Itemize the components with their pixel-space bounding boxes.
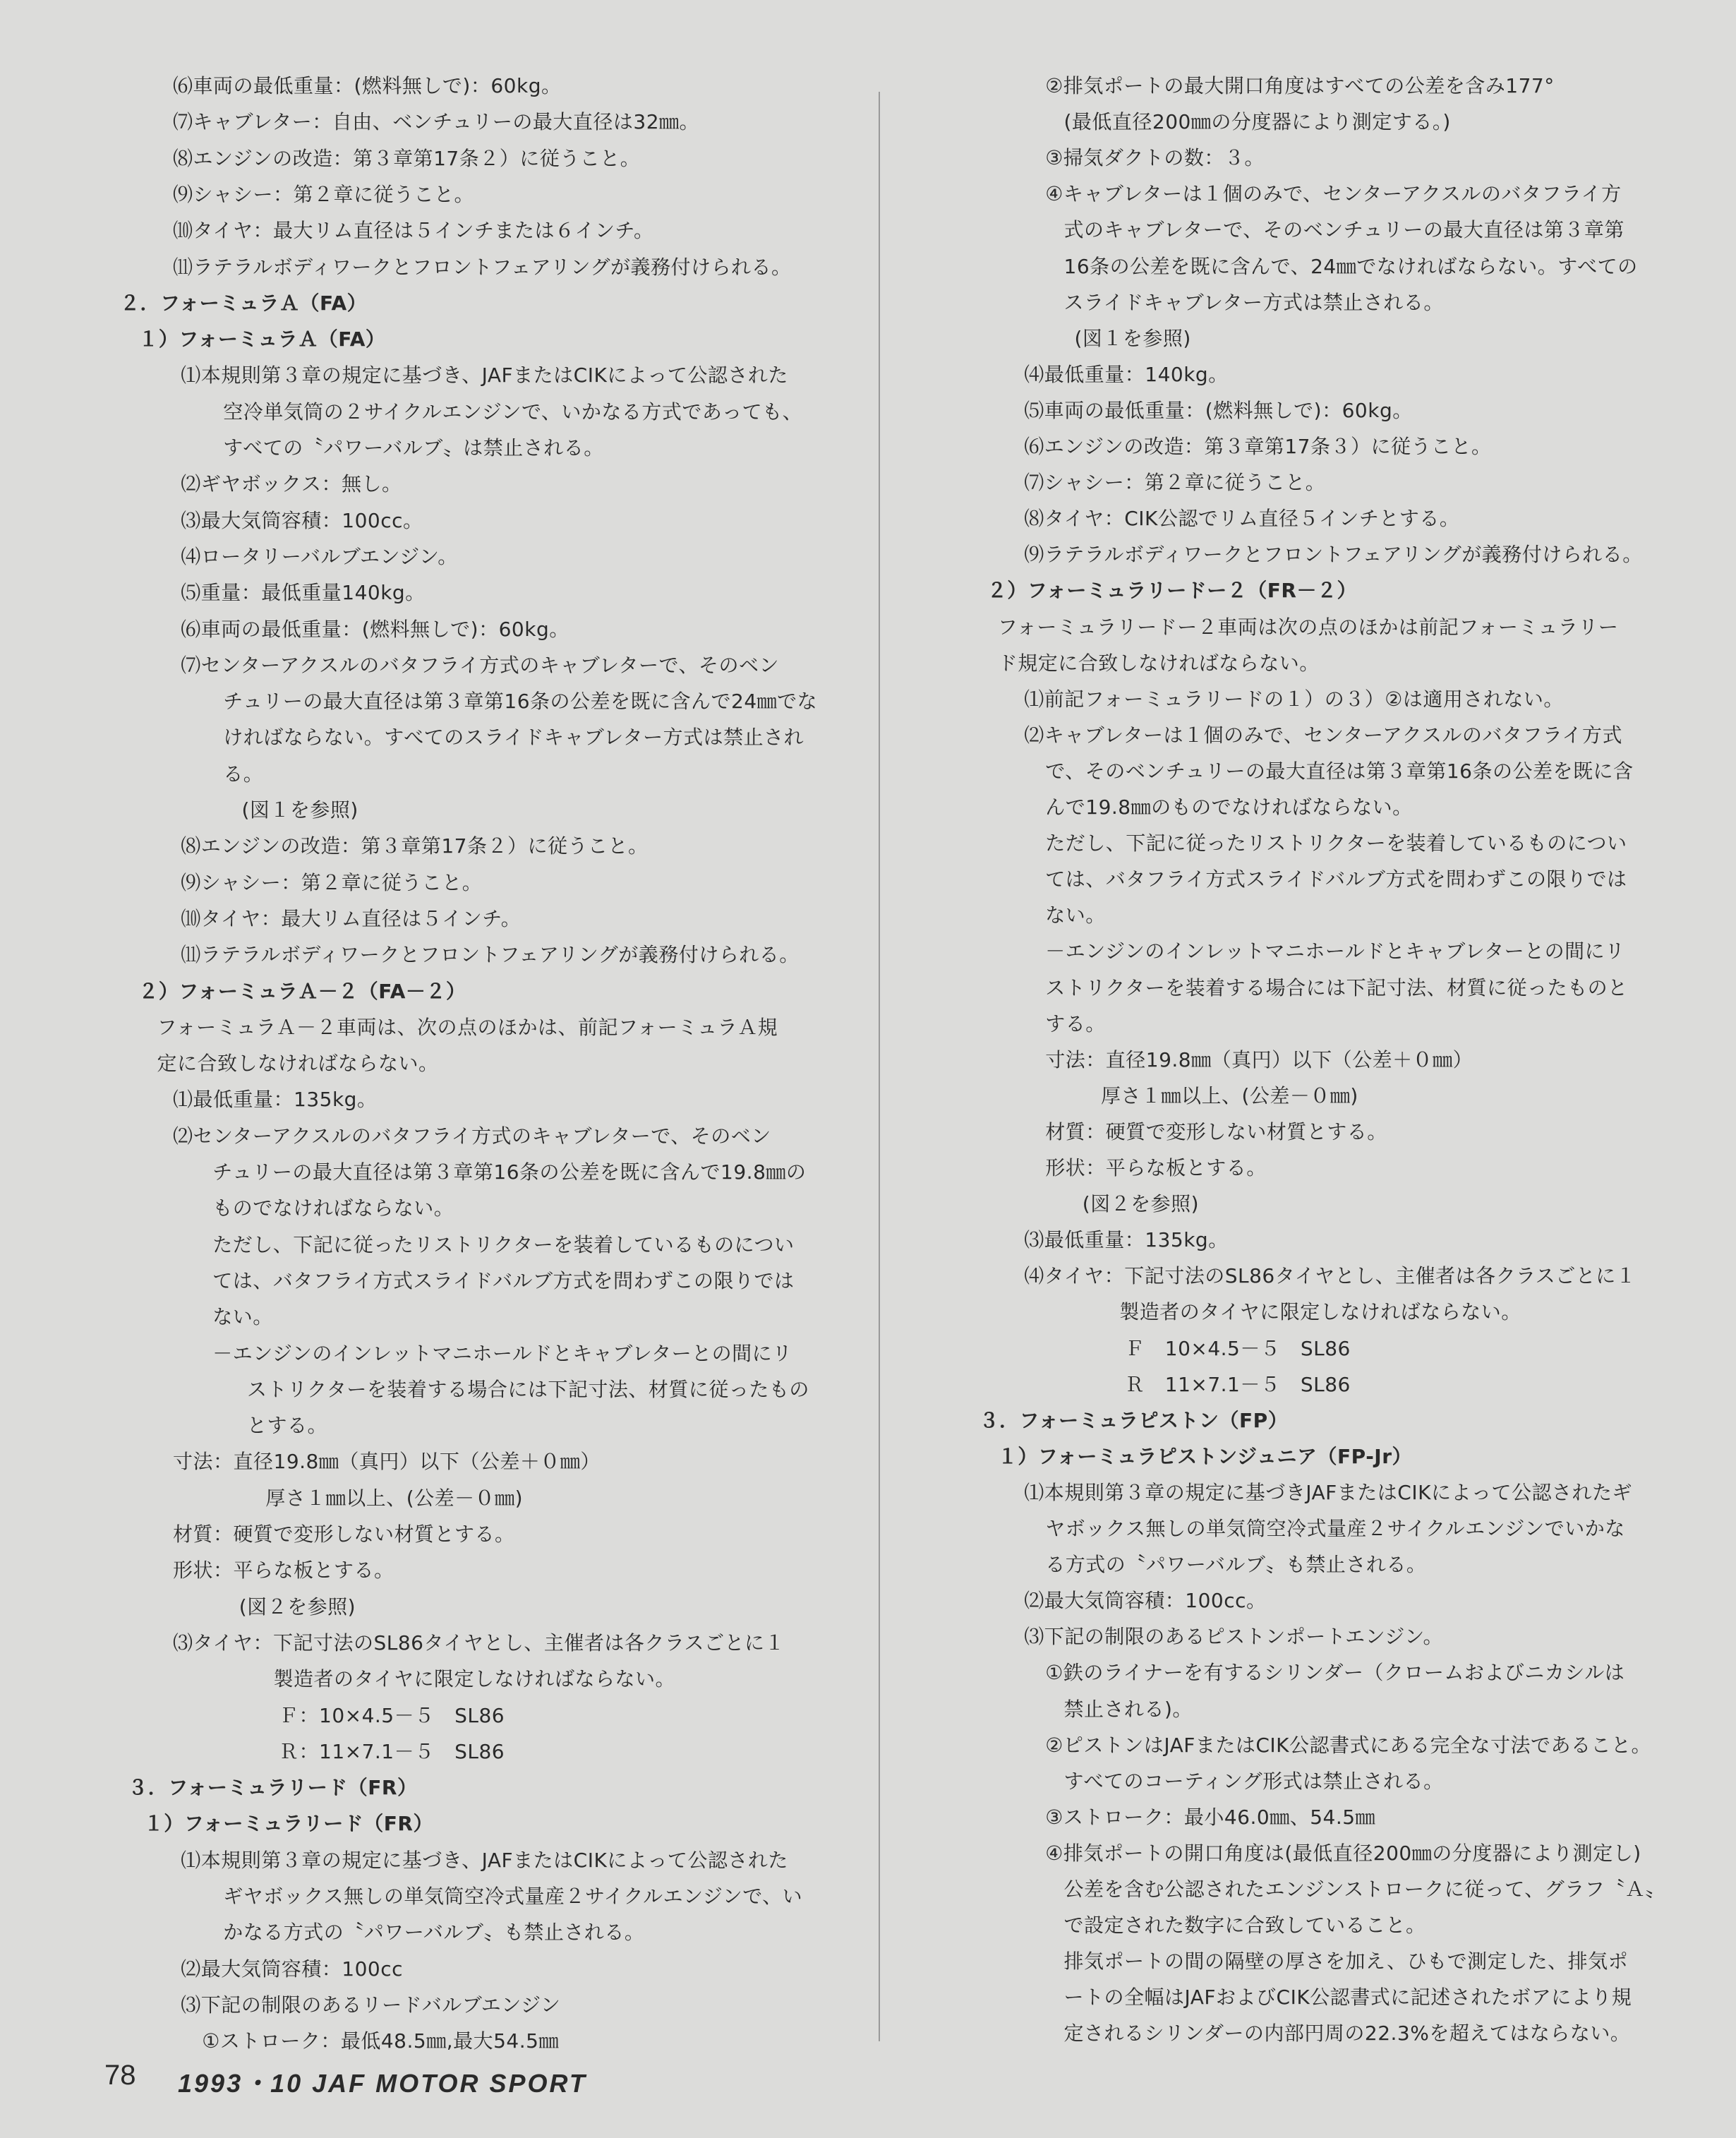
text-line: Ｆ 10×4.5－５ SL86	[1124, 1336, 1351, 1360]
text-line: ただし、下記に従ったリストリクターを装着しているものについ	[1045, 831, 1627, 855]
text-line: ⑶下記の制限のあるリードバルブエンジン	[181, 1993, 561, 2017]
text-line: ④排気ポートの開口角度は(最低直径200㎜の分度器により測定し)	[1045, 1841, 1641, 1865]
text-line: 形状：平らな板とする。	[1045, 1156, 1267, 1179]
text-line: フォーミュラリードー２車両は次の点のほかは前記フォーミュラリー	[997, 615, 1619, 639]
text-line: ⑸車両の最低重量：(燃料無しで)：60kg。	[1024, 398, 1413, 422]
text-line: 空冷単気筒の２サイクルエンジンで、いかなる方式であっても、	[223, 400, 803, 424]
column-divider	[879, 92, 880, 2041]
text-line: ⑹車両の最低重量：(燃料無しで)：60kg。	[173, 74, 562, 97]
text-line: ⑴本規則第３章の規定に基づき、JAFまたはCIKによって公認された	[181, 1848, 788, 1872]
text-line: ①鉄のライナーを有するシリンダー（クロームおよびニカシルは	[1045, 1661, 1625, 1685]
text-line: (図１を参照)	[241, 798, 358, 822]
text-line: 公差を含む公認されたエンジンストロークに従って、グラフ〝Ａ〟	[1063, 1878, 1665, 1901]
text-line: (最低直径200㎜の分度器により測定する。)	[1063, 110, 1451, 134]
text-line: かなる方式の〝パワーバルブ〟も禁止される。	[223, 1921, 645, 1945]
text-line: ⑴前記フォーミュラリードの１）の３）②は適用されない。	[1024, 687, 1564, 711]
text-line: ド規定に合致しなければならない。	[997, 651, 1320, 675]
text-line: ⑷最低重量：140kg。	[1024, 362, 1229, 386]
text-line: ⑻タイヤ：CIK公認でリム直径５インチとする。	[1024, 507, 1460, 531]
text-line: 製造者のタイヤに限定しなければならない。	[1119, 1300, 1521, 1324]
text-line: ④キャブレターは１個のみで、センターアクスルのバタフライ方	[1045, 182, 1622, 206]
text-line: ⑽タイヤ：最大リム直径は５インチまたは６インチ。	[173, 219, 654, 243]
text-line: る。	[223, 762, 264, 786]
section-heading: １）フォーミュラピストンジュニア（FP-Jr）	[997, 1444, 1413, 1468]
text-line: 16条の公差を既に含んで、24㎜でなければならない。すべての	[1063, 254, 1638, 278]
text-line: ⑼シャシー：第２章に従うこと。	[173, 182, 474, 206]
text-line: ⑾ラテラルボディワークとフロントフェアリングが義務付けられる。	[181, 943, 800, 967]
text-line: ない。	[212, 1305, 273, 1329]
text-line: ものでなければならない。	[212, 1196, 454, 1220]
text-line: ⑹車両の最低重量：(燃料無しで)：60kg。	[181, 617, 569, 641]
text-line: で、そのベンチュリーの最大直径は第３章第16条の公差を既に含	[1045, 759, 1634, 783]
text-line: ⑶最低重量：135kg。	[1024, 1228, 1229, 1252]
text-line: 材質：硬質で変形しない材質とする。	[173, 1523, 515, 1546]
section-heading: ２．フォーミュラＡ（FA）	[120, 291, 368, 315]
text-line: ートの全幅はJAFおよびCIK公認書式に記述されたボアにより規	[1063, 1986, 1632, 2010]
section-heading: ２）フォーミュラＡ－２（FA－２）	[138, 979, 466, 1003]
text-line: ⑻エンジンの改造：第３章第17条２）に従うこと。	[181, 834, 649, 858]
text-line: 材質：硬質で変形しない材質とする。	[1045, 1119, 1387, 1143]
text-line: スライドキャブレター方式は禁止される。	[1063, 290, 1444, 314]
text-line: ヤボックス無しの単気筒空冷式量産２サイクルエンジンでいかな	[1045, 1517, 1625, 1540]
text-line: すべての〝パワーバルブ〟は禁止される。	[223, 436, 604, 460]
text-line: ては、バタフライ方式スライドバルブ方式を問わずこの限りでは	[1045, 867, 1627, 891]
text-line: Ｒ：11×7.1－５ SL86	[279, 1739, 505, 1763]
text-line: ⑺センターアクスルのバタフライ方式のキャブレターで、そのベン	[181, 653, 779, 677]
text-line: ギヤボックス無しの単気筒空冷式量産２サイクルエンジンで、い	[223, 1885, 803, 1908]
text-line: ③掃気ダクトの数：３。	[1045, 146, 1265, 170]
running-title: 1993・10 JAF MOTOR SPORT	[178, 2069, 587, 2098]
text-line: ⑵最大気筒容積：100cc。	[1024, 1589, 1267, 1613]
text-line: ⑷タイヤ：下記寸法のSL86タイヤとし、主催者は各クラスごとに１	[1024, 1264, 1636, 1288]
text-line: ②排気ポートの最大開口角度はすべての公差を含み177°	[1045, 74, 1555, 97]
text-line: ⑵センターアクスルのバタフライ方式のキャブレターで、そのベン	[173, 1124, 771, 1148]
text-line: チュリーの最大直径は第３章第16条の公差を既に含んで19.8㎜の	[212, 1160, 807, 1184]
text-line: ③ストローク：最小46.0㎜、54.5㎜	[1045, 1805, 1376, 1829]
section-heading: ３．フォーミュラピストン（FP）	[979, 1408, 1289, 1432]
text-line: －エンジンのインレットマニホールドとキャブレターとの間にリ	[212, 1341, 792, 1365]
text-line: －エンジンのインレットマニホールドとキャブレターとの間にリ	[1045, 939, 1625, 963]
text-line: ⑴本規則第３章の規定に基づきJAFまたはCIKによって公認されたギ	[1024, 1480, 1632, 1504]
text-line: 定されるシリンダーの内部円周の22.3%を超えてはならない。	[1063, 2022, 1631, 2046]
text-line: ⑵ギヤボックス：無し。	[181, 472, 402, 496]
text-line: とする。	[247, 1414, 328, 1438]
text-line: ⑶タイヤ：下記寸法のSL86タイヤとし、主催者は各クラスごとに１	[173, 1630, 785, 1654]
text-line: すべてのコーティング形式は禁止される。	[1063, 1769, 1444, 1793]
text-line: 形状：平らな板とする。	[173, 1559, 394, 1583]
text-line: (図２を参照)	[239, 1595, 356, 1618]
text-line: 製造者のタイヤに限定しなければならない。	[273, 1667, 675, 1691]
text-line: Ｆ：10×4.5－５ SL86	[279, 1703, 505, 1727]
text-line: ⑼シャシー：第２章に従うこと。	[181, 870, 483, 894]
text-line: ⑺シャシー：第２章に従うこと。	[1024, 471, 1326, 495]
text-line: ⑴本規則第３章の規定に基づき、JAFまたはCIKによって公認された	[181, 364, 788, 388]
text-line: ⑾ラテラルボディワークとフロントフェアリングが義務付けられる。	[173, 255, 792, 279]
section-heading: ３．フォーミュラリード（FR）	[128, 1776, 418, 1800]
text-line: ⑺キャブレター：自由、ベンチュリーの最大直径は32㎜。	[173, 110, 700, 134]
text-line: する。	[1045, 1011, 1106, 1035]
section-heading: １）フォーミュラリード（FR）	[143, 1812, 433, 1836]
text-line: ⑹エンジンの改造：第３章第17条３）に従うこと。	[1024, 435, 1492, 458]
text-line: ては、バタフライ方式スライドバルブ方式を問わずこの限りでは	[212, 1268, 795, 1292]
text-line: 式のキャブレターで、そのベンチュリーの最大直径は第３章第	[1063, 218, 1625, 242]
section-heading: １）フォーミュラＡ（FA）	[138, 328, 386, 352]
text-line: ⑼ラテラルボディワークとフロントフェアリングが義務付けられる。	[1024, 543, 1643, 567]
text-line: ②ピストンはJAFまたはCIK公認書式にある完全な寸法であること。	[1045, 1733, 1652, 1757]
text-line: ①ストローク：最低48.5㎜,最大54.5㎜	[202, 2029, 559, 2053]
text-line: 厚さ１㎜以上、(公差－０㎜)	[1101, 1083, 1358, 1107]
text-line: る方式の〝パワーバルブ〟も禁止される。	[1045, 1553, 1427, 1577]
text-line: フォーミュラＡ－２車両は、次の点のほかは、前記フォーミュラＡ規	[157, 1015, 778, 1039]
text-line: 定に合致しなければならない。	[157, 1052, 439, 1076]
text-line: 寸法：直径19.8㎜（真円）以下（公差＋０㎜）	[1045, 1047, 1473, 1071]
text-line: ストリクターを装着する場合には下記寸法、材質に従ったものと	[1045, 975, 1628, 999]
page-number: 78	[104, 2060, 136, 2091]
text-line: んで19.8㎜のものでなければならない。	[1045, 795, 1413, 819]
text-line: 寸法：直径19.8㎜（真円）以下（公差＋０㎜）	[173, 1450, 601, 1474]
text-line: 排気ポートの間の隔壁の厚さを加え、ひもで測定した、排気ポ	[1063, 1950, 1629, 1974]
text-line: チュリーの最大直径は第３章第16条の公差を既に含んで24㎜でな	[223, 690, 818, 714]
text-line: ストリクターを装着する場合には下記寸法、材質に従ったもの	[247, 1377, 809, 1401]
text-line: Ｒ 11×7.1－５ SL86	[1124, 1372, 1351, 1396]
text-line: ⑸重量：最低重量140kg。	[181, 581, 426, 605]
text-line: で設定された数字に合致していること。	[1063, 1914, 1426, 1938]
text-line: ⑶下記の制限のあるピストンポートエンジン。	[1024, 1625, 1443, 1649]
text-line: (図１を参照)	[1074, 326, 1191, 350]
text-line: ⑷ロータリーバルブエンジン。	[181, 544, 458, 568]
text-line: ければならない。すべてのスライドキャブレター方式は禁止され	[223, 726, 804, 750]
text-line: ない。	[1045, 903, 1106, 927]
text-line: ただし、下記に従ったリストリクターを装着しているものについ	[212, 1232, 795, 1256]
section-heading: ２）フォーミュラリードー２（FR－２）	[987, 579, 1357, 603]
text-line: ⑶最大気筒容積：100cc。	[181, 508, 423, 532]
text-line: 禁止される)。	[1063, 1697, 1193, 1721]
text-line: ⑵キャブレターは１個のみで、センターアクスルのバタフライ方式	[1024, 723, 1622, 747]
text-line: ⑽タイヤ：最大リム直径は５インチ。	[181, 906, 522, 930]
text-line: ⑵最大気筒容積：100cc	[181, 1957, 403, 1981]
text-line: ⑴最低重量：135kg。	[173, 1088, 378, 1112]
text-line: (図２を参照)	[1082, 1192, 1200, 1216]
text-line: 厚さ１㎜以上、(公差－０㎜)	[265, 1486, 524, 1510]
text-line: ⑻エンジンの改造：第３章第17条２）に従うこと。	[173, 146, 641, 170]
